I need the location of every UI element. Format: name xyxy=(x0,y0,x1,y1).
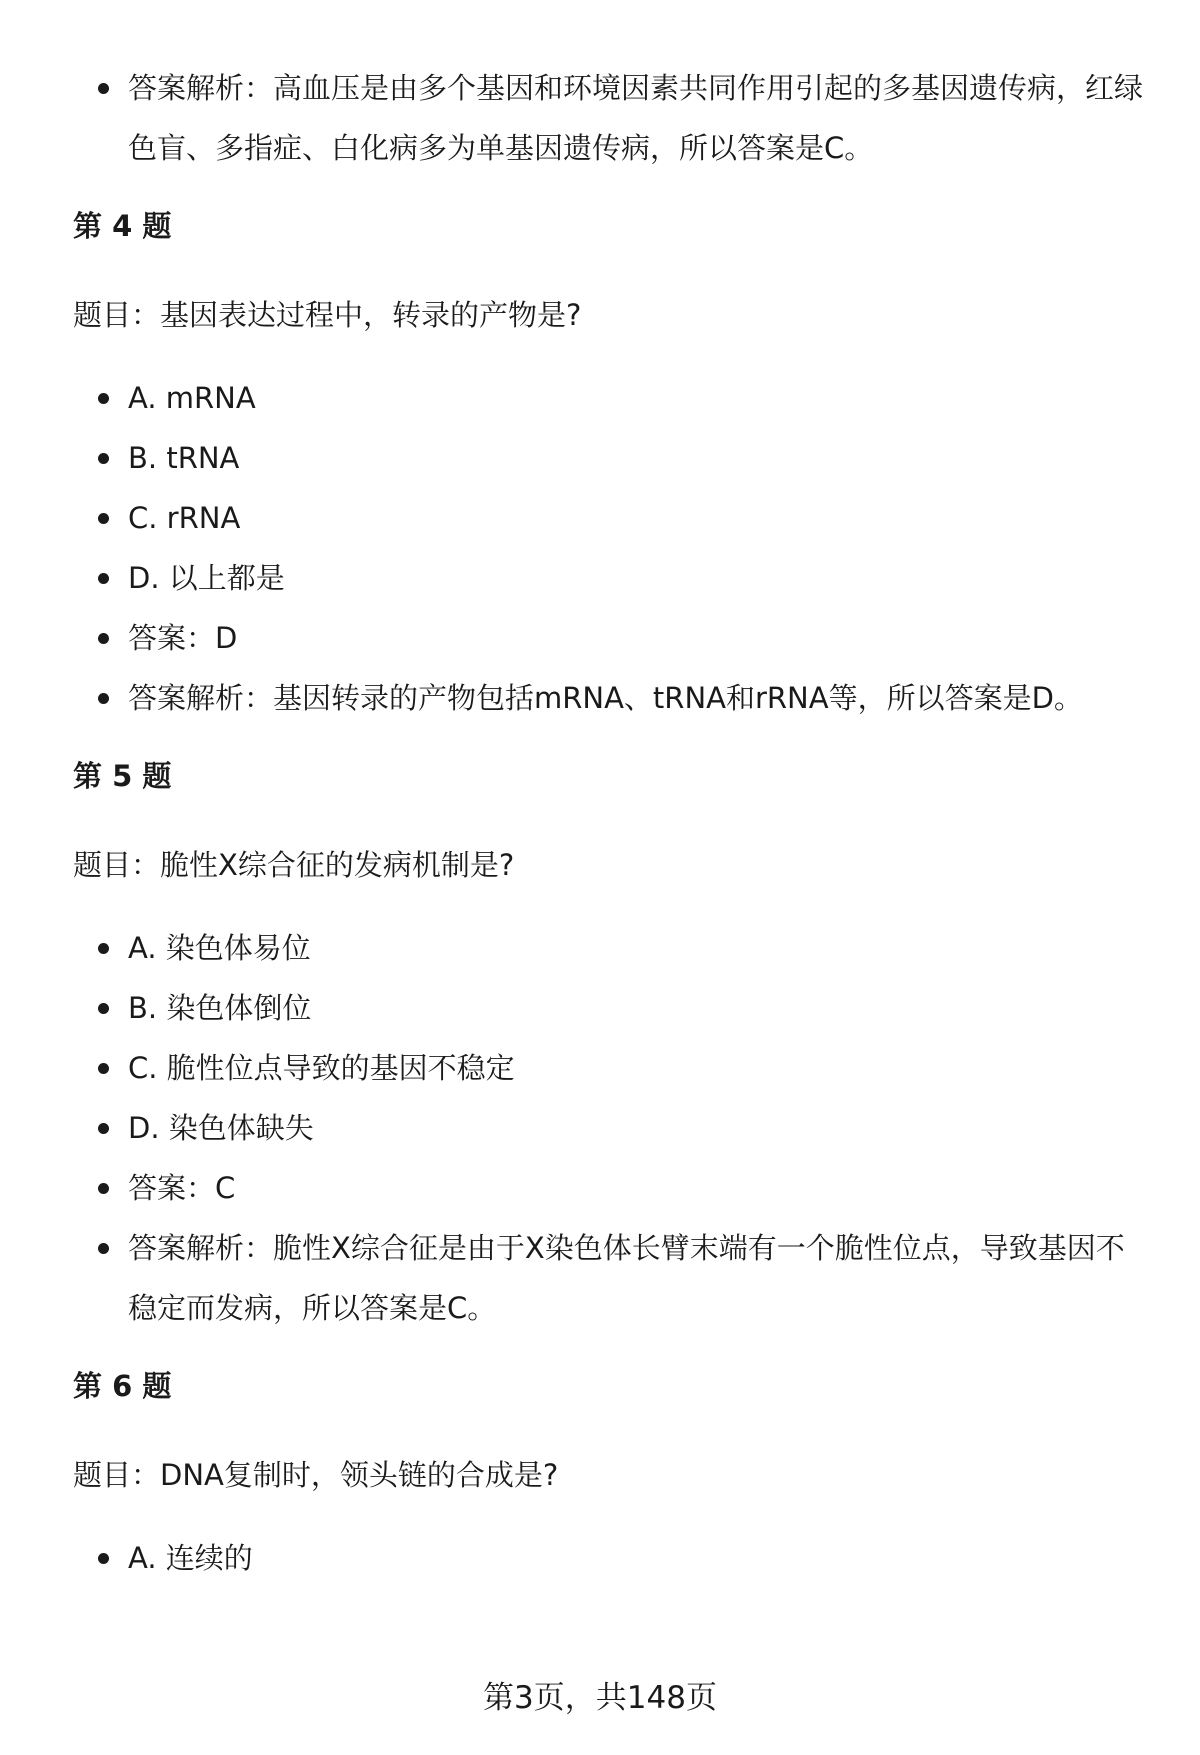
option-item: B. tRNA xyxy=(73,428,1153,488)
answer-item: 答案：C xyxy=(73,1158,1153,1218)
option-list xyxy=(73,1528,1153,1588)
question-stem: 题目：脆性X综合征的发病机制是? xyxy=(73,848,515,882)
question-stem: 题目：基因表达过程中，转录的产物是? xyxy=(73,298,582,332)
question-stem: 题目：DNA复制时，领头链的合成是? xyxy=(73,1458,559,1492)
list-item: 答案解析：高血压是由多个基因和环境因素共同作用引起的多基因遗传病，红绿色盲、多指症、白化病多为单基因遗传病，所以答案是C。 xyxy=(73,58,1153,178)
carryover-list xyxy=(73,58,1153,178)
option-item: B. 染色体倒位 xyxy=(73,978,1153,1038)
option-list xyxy=(73,918,1153,1338)
page-content xyxy=(73,58,1153,1588)
question-5 xyxy=(73,756,1153,1338)
question-heading: 第 6 题 xyxy=(73,1369,172,1403)
option-item: C. rRNA xyxy=(73,488,1153,548)
option-item: C. 脆性位点导致的基因不稳定 xyxy=(73,1038,1153,1098)
explanation-item: 答案解析：脆性X综合征是由于X染色体长臂末端有一个脆性位点，导致基因不稳定而发病，所以答案是C。 xyxy=(73,1218,1153,1338)
explanation-item: 答案解析：基因转录的产物包括mRNA、tRNA和rRNA等，所以答案是D。 xyxy=(73,668,1153,728)
page-footer: 第3页，共148页 xyxy=(483,1680,717,1716)
option-item: A. 连续的 xyxy=(73,1528,1153,1588)
option-item: D. 染色体缺失 xyxy=(73,1098,1153,1158)
answer-item: 答案：D xyxy=(73,608,1153,668)
question-6 xyxy=(73,1366,1153,1588)
question-heading: 第 5 题 xyxy=(73,759,172,793)
question-heading: 第 4 题 xyxy=(73,209,172,243)
option-item: D. 以上都是 xyxy=(73,548,1153,608)
option-item: A. 染色体易位 xyxy=(73,918,1153,978)
option-item: A. mRNA xyxy=(73,368,1153,428)
question-4 xyxy=(73,206,1153,728)
option-list xyxy=(73,368,1153,728)
